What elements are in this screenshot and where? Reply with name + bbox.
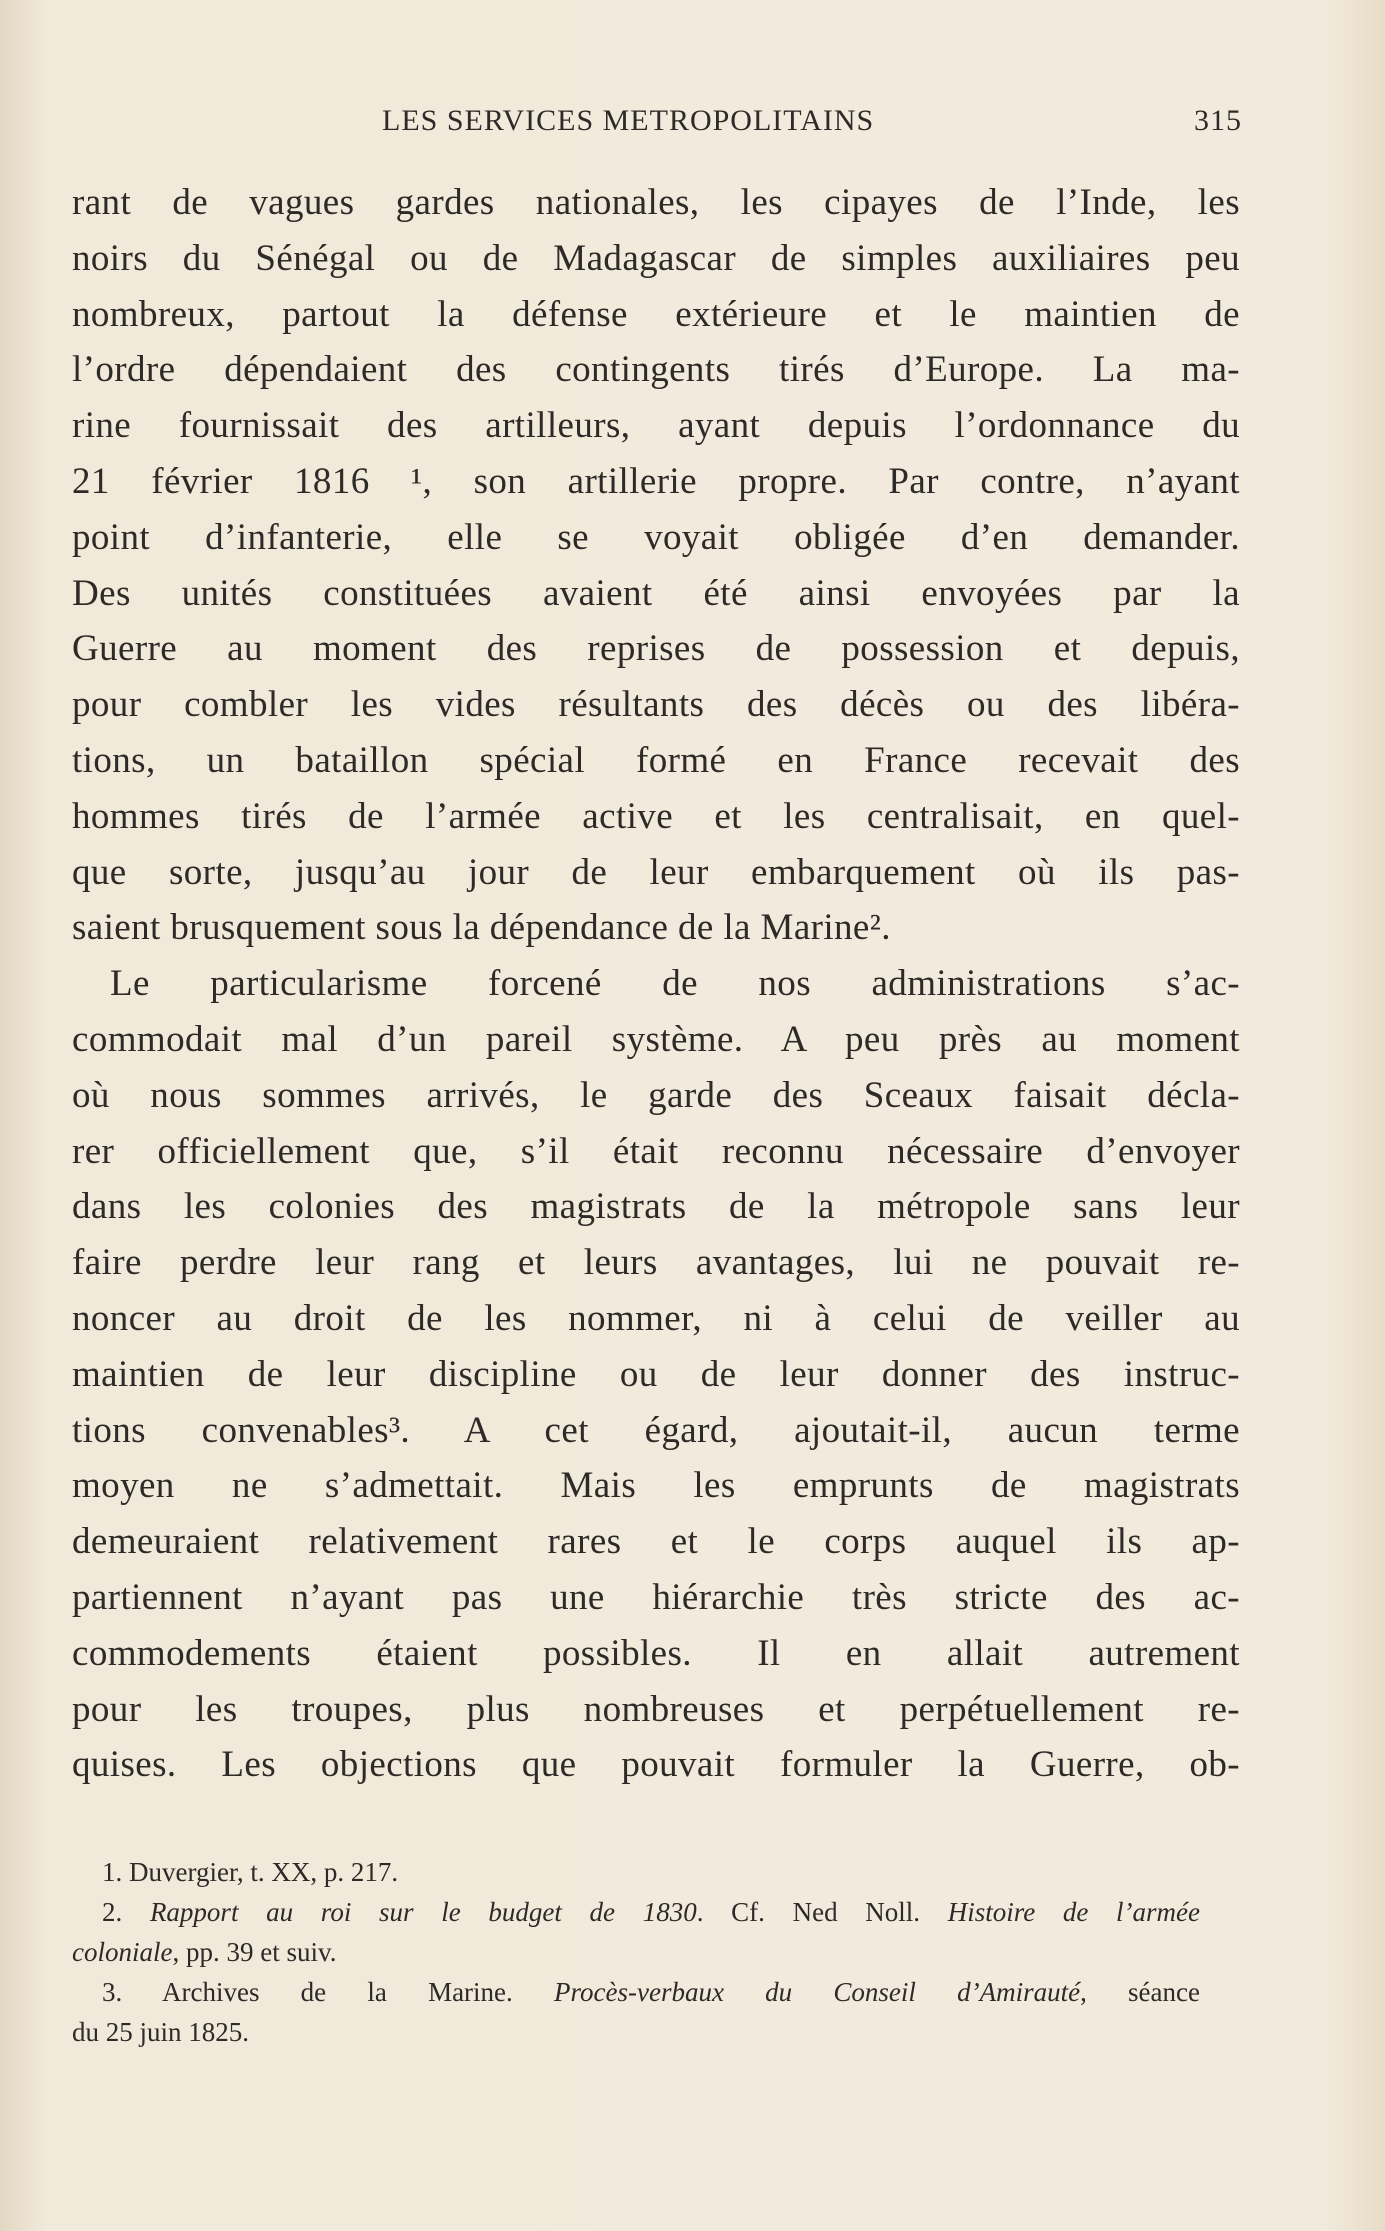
body-text <box>72 175 1240 1793</box>
body-line: pour combler les vides résultants des décès ou des libéra- <box>72 684 1240 726</box>
page-number: 315 <box>1194 104 1242 137</box>
body-line: que sorte, jusqu’au jour de leur embarquement où ils pas- <box>72 851 1240 893</box>
body-line: saient brusquement sous la dépendance de la Marine². <box>72 907 891 949</box>
body-line: nombreux, partout la défense extérieure et le maintien de <box>72 293 1240 335</box>
body-line: où nous sommes arrivés, le garde des Sceaux faisait décla- <box>72 1074 1240 1116</box>
body-line: rer officiellement que, s’il était reconnu nécessaire d’envoyer <box>72 1130 1240 1172</box>
body-line: faire perdre leur rang et leurs avantages, lui ne pouvait re- <box>72 1242 1240 1284</box>
running-title: LES SERVICES METROPOLITAINS <box>382 104 875 137</box>
footnote-2-title: Rapport au roi sur le budget de 1830 <box>149 1897 697 1927</box>
body-line: Des unités constituées avaient été ainsi envoyées par la <box>72 572 1240 614</box>
footnote-3-continued: du 25 juin 1825. <box>72 2017 250 2047</box>
body-line: rant de vagues gardes nationales, les cipayes de l’Inde, les <box>72 182 1240 223</box>
body-line: commodements étaient possibles. Il en allait autrement <box>72 1632 1240 1674</box>
body-line: dans les colonies des magistrats de la métropole sans leur <box>72 1186 1240 1228</box>
body-line: tions, un bataillon spécial formé en France recevait des <box>72 739 1240 781</box>
footnote-3-text: , séance <box>1080 1977 1200 2007</box>
body-line: point d’infanterie, elle se voyait obligée d’en demander. <box>72 516 1240 558</box>
body-line: noirs du Sénégal ou de Madagascar de simples auxiliaires peu <box>72 237 1240 279</box>
body-line: tions convenables³. A cet égard, ajoutait-il, aucun terme <box>72 1409 1240 1451</box>
body-line: pour les troupes, plus nombreuses et perpétuellement re- <box>72 1688 1240 1730</box>
footnote-3-number: 3. Archives de la Marine. <box>102 1977 513 2007</box>
footnote-1: 1. Duvergier, t. XX, p. 217. <box>102 1857 399 1887</box>
body-line: commodait mal d’un pareil système. A peu près au moment <box>72 1018 1240 1060</box>
body-line: 21 février 1816 ¹, son artillerie propre. Par contre, n’ayant <box>72 460 1240 502</box>
body-line: quises. Les objections que pouvait formuler la Guerre, ob- <box>72 1744 1240 1786</box>
footnote-2-continued <box>72 1932 1200 1972</box>
footnote-2 <box>72 1892 1200 1932</box>
footnote-2-text: . Cf. Ned Noll. <box>696 1897 921 1927</box>
body-line: hommes tirés de l’armée active et les centralisait, en quel- <box>72 795 1240 837</box>
footnote-2-title-2: Histoire de l’armée <box>947 1897 1201 1927</box>
footnote-2-pages: , pp. 39 et suiv. <box>172 1937 337 1967</box>
footnote-2-number: 2. <box>102 1897 123 1927</box>
body-line: Guerre au moment des reprises de possession et depuis, <box>72 628 1240 670</box>
footnote-3 <box>72 1972 1200 2012</box>
body-line: Le particularisme forcené de nos administrations s’ac- <box>110 963 1240 1005</box>
body-line: moyen ne s’admettait. Mais les emprunts de magistrats <box>72 1465 1240 1507</box>
footnote-2-title-2-end: coloniale <box>72 1937 173 1967</box>
body-line: rine fournissait des artilleurs, ayant depuis l’ordonnance du <box>72 405 1240 447</box>
footnotes <box>72 1852 1200 2052</box>
footnote-3-title: Procès-verbaux du Conseil d’Amirauté <box>554 1977 1081 2007</box>
body-line: demeuraient relativement rares et le corps auquel ils ap- <box>72 1521 1240 1563</box>
body-line: maintien de leur discipline ou de leur donner des instruc- <box>72 1353 1240 1395</box>
body-line: noncer au droit de les nommer, ni à celui de veiller au <box>72 1297 1240 1339</box>
running-header <box>72 104 1242 144</box>
body-line: partiennent n’ayant pas une hiérarchie très stricte des ac- <box>72 1576 1240 1618</box>
body-line: l’ordre dépendaient des contingents tirés d’Europe. La ma- <box>72 349 1240 391</box>
